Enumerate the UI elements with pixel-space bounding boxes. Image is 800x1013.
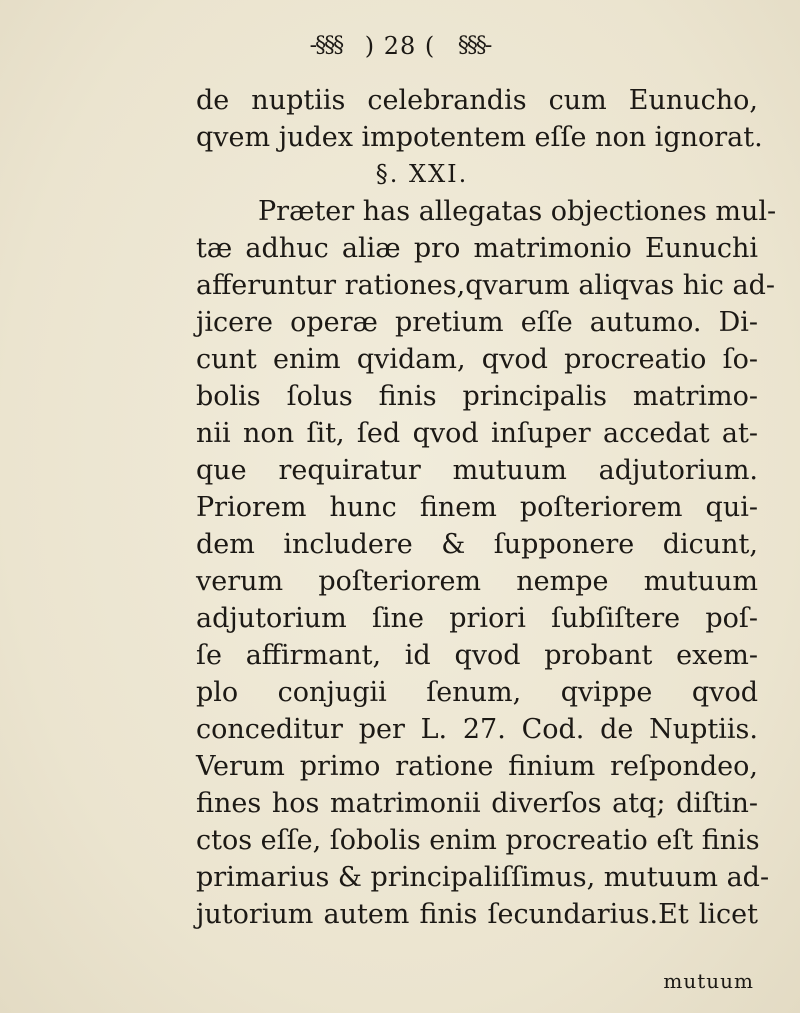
text-line: afferuntur rationes,qvarum aliqvas hic ad-	[196, 270, 776, 301]
text-line: tæ adhuc aliæ pro matrimonio Eunuchi	[196, 233, 758, 264]
text-line: fines hos matrimonii diverſos atq; diſtin-	[196, 788, 758, 819]
text-line: qvem judex impotentem eſſe non ignorat.	[196, 122, 763, 153]
text-line: que requiratur mutuum adjutorium.	[196, 455, 758, 486]
text-line: adjutorium ſine priori ſubſiſtere poſ-	[196, 603, 758, 634]
left-ornament: -§§§	[309, 32, 343, 58]
right-ornament: §§§-	[457, 32, 491, 58]
text-line: jicere operæ pretium eſſe autumo. Di-	[196, 307, 758, 338]
text-line: de nuptiis celebrandis cum Eunucho,	[196, 85, 758, 116]
catchword: mutuum	[663, 969, 754, 993]
text-line: plo conjugii ſenum, qvippe qvod	[196, 677, 758, 708]
text-line: dem includere & ſupponere dicunt,	[196, 529, 758, 560]
text-line: cunt enim qvidam, qvod procreatio ſo-	[196, 344, 758, 375]
text-line: bolis ſolus finis principalis matrimo-	[196, 381, 758, 412]
text-line: ſe affirmant, id qvod probant exem-	[196, 640, 758, 671]
body-text	[196, 82, 777, 933]
page-number: ) 28 (	[364, 31, 436, 60]
text-line: Præter has allegatas objectiones mul-	[258, 196, 777, 227]
text-line: Verum primo ratione finium reſpondeo,	[196, 751, 758, 782]
text-line: ctos eſſe, ſobolis enim procreatio eſt finis	[196, 825, 760, 856]
text-line: verum poſteriorem nempe mutuum	[196, 566, 758, 597]
text-line: primarius & principaliſſimus, mutuum ad-	[196, 862, 770, 893]
text-line: jutorium autem finis ſecundarius.Et licet	[196, 899, 758, 930]
section-heading: §. XXI.	[375, 160, 469, 188]
text-line: nii non ſit, ſed qvod inſuper accedat at-	[196, 418, 758, 449]
page-header	[0, 28, 800, 62]
text-line: Priorem hunc finem poſteriorem qui-	[196, 492, 758, 523]
text-line-citation: conceditur per L. 27. Cod. de Nuptiis.	[196, 714, 758, 745]
